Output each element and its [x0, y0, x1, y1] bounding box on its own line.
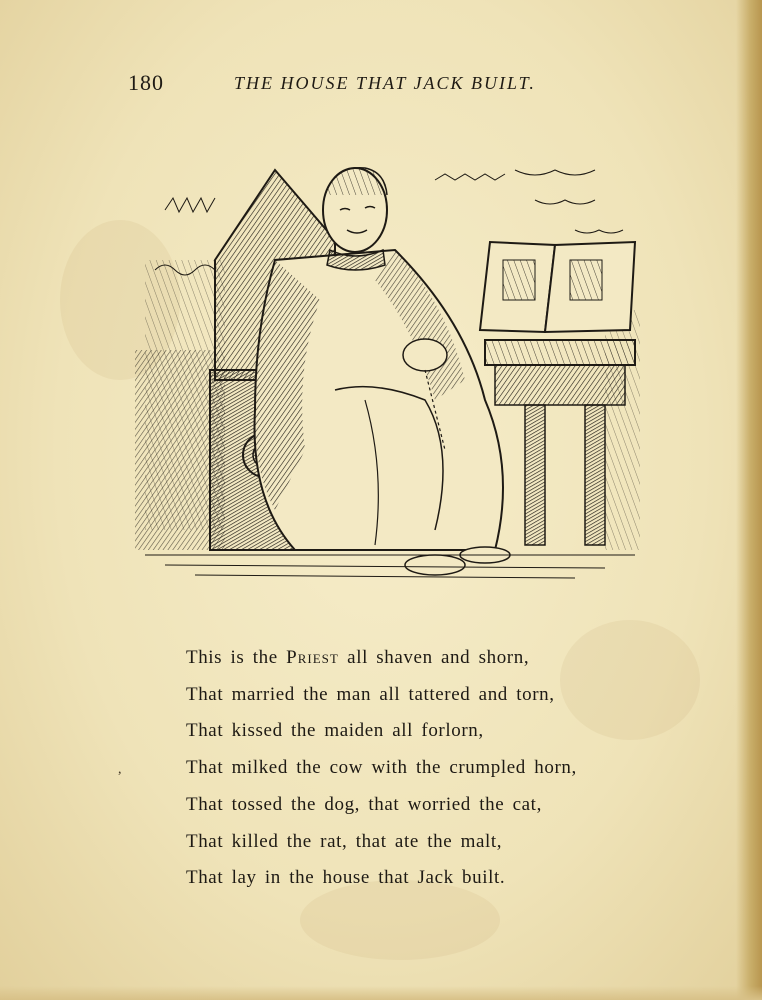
priest-illustration [135, 150, 645, 590]
margin-speck: , [118, 762, 122, 777]
page-edge-bottom [0, 986, 762, 1000]
verse-line: That tossed the dog, that worried the cat, [186, 793, 542, 815]
floor-lines [145, 555, 635, 578]
verse-line: That married the man all tattered and torn, [186, 683, 555, 705]
verse-line: That lay in the house that Jack built. [186, 867, 506, 889]
verse-line: That milked the cow with the crumpled horn, [186, 757, 577, 779]
running-head: THE HOUSE THAT JACK BUILT. [234, 73, 536, 93]
verse-line [186, 640, 656, 677]
verse [186, 640, 656, 897]
verse-emphasis-priest: Priest [286, 647, 339, 668]
page-edge-shadow [736, 0, 762, 1000]
page-number: 180 [128, 70, 164, 95]
verse-line: That kissed the maiden all forlorn, [186, 720, 484, 742]
verse-line: That killed the rat, that ate the malt, [186, 830, 503, 852]
verse-line-start: This is the [186, 647, 287, 668]
verse-line-end: all shaven and shorn, [338, 647, 530, 668]
